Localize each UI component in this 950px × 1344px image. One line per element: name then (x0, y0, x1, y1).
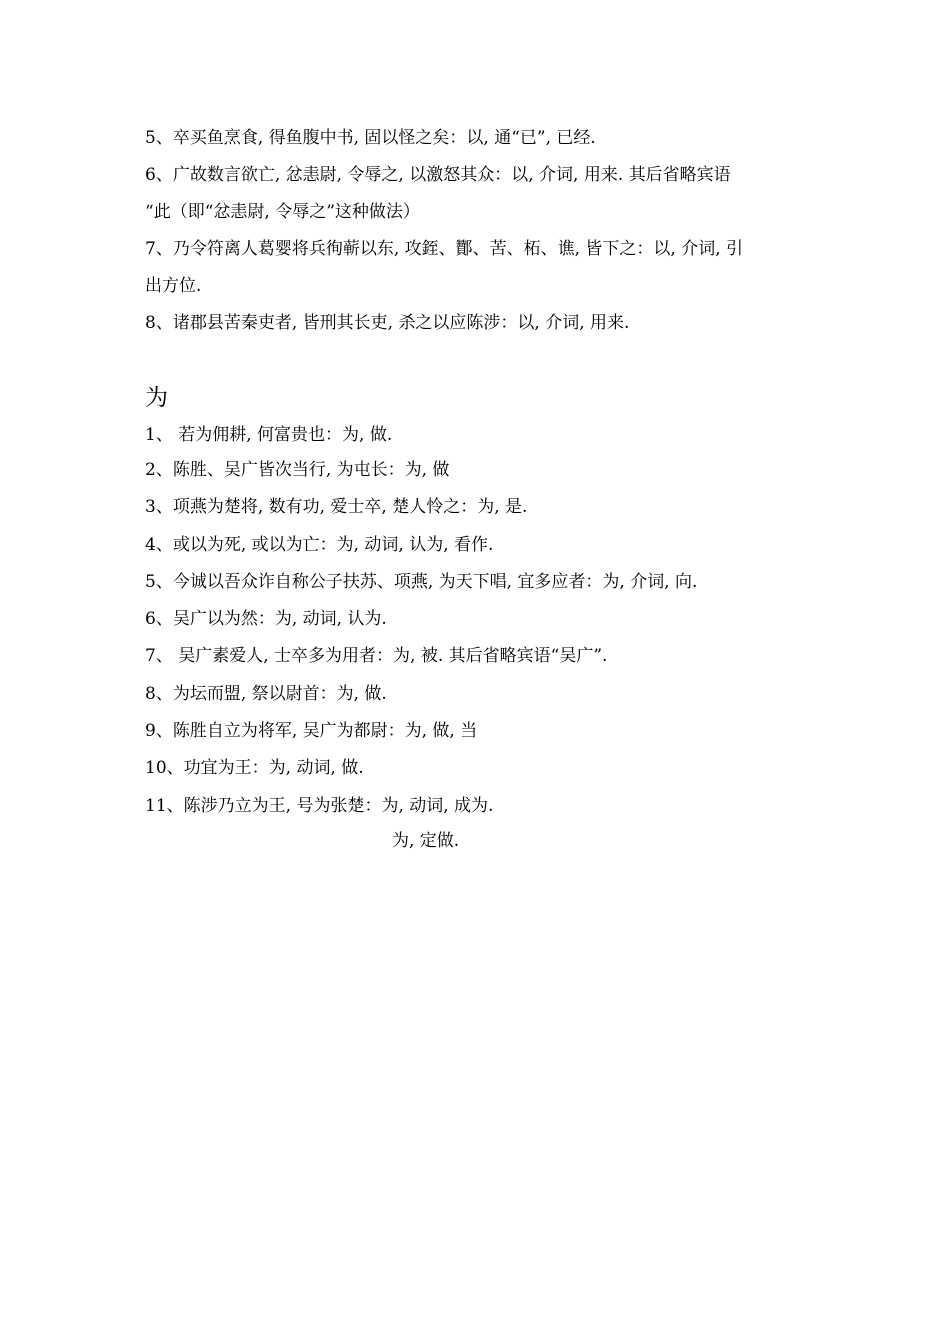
yi-example-6-continued: “此（即“忿恚尉, 令辱之”这种做法） (145, 202, 420, 222)
wei-example-10: 10、功宜为王：为, 动词, 做. (145, 758, 364, 778)
wei-example-4: 4、或以为死, 或以为亡：为, 动词, 认为, 看作. (145, 535, 494, 555)
wei-example-11: 11、陈涉乃立为王, 号为张楚：为, 动词, 成为. (145, 796, 494, 816)
wei-example-9: 9、陈胜自立为将军, 吴广为都尉：为, 做, 当 (145, 721, 478, 741)
wei-example-3: 3、项燕为楚将, 数有功, 爱士卒, 楚人怜之：为, 是. (145, 497, 528, 517)
wei-example-8: 8、为坛而盟, 祭以尉首：为, 做. (145, 684, 387, 704)
yi-example-8: 8、诸郡县苦秦吏者, 皆刑其长吏, 杀之以应陈涉：以, 介词, 用来. (145, 313, 630, 333)
yi-example-6: 6、广故数言欲亡, 忿恚尉, 令辱之, 以激怒其众：以, 介词, 用来. 其后省略宾语 (145, 165, 731, 185)
wei-example-2: 2、陈胜、吴广皆次当行, 为屯长：为, 做 (145, 460, 450, 480)
yi-example-5: 5、卒买鱼烹食, 得鱼腹中书, 固以怪之矣：以, 通“已”, 已经. (145, 128, 596, 148)
yi-example-7-continued: 出方位. (145, 276, 202, 296)
wei-example-6: 6、吴广以为然：为, 动词, 认为. (145, 609, 387, 629)
wei-example-7: 7、 吴广素爱人, 士卒多为用者：为, 被. 其后省略宾语“吴广”. (145, 646, 608, 666)
wei-example-1: 1、 若为佣耕, 何富贵也：为, 做. (145, 425, 393, 445)
yi-example-7: 7、乃令符离人葛婴将兵徇蕲以东, 攻銍、酇、苦、柘、谯, 皆下之：以, 介词, 引 (145, 239, 744, 259)
wei-trailing-note: 为, 定做. (392, 831, 460, 851)
section-heading-wei: 为 (145, 385, 168, 411)
wei-example-5: 5、今诚以吾众诈自称公子扶苏、项燕, 为天下唱, 宜多应者：为, 介词, 向. (145, 572, 698, 592)
